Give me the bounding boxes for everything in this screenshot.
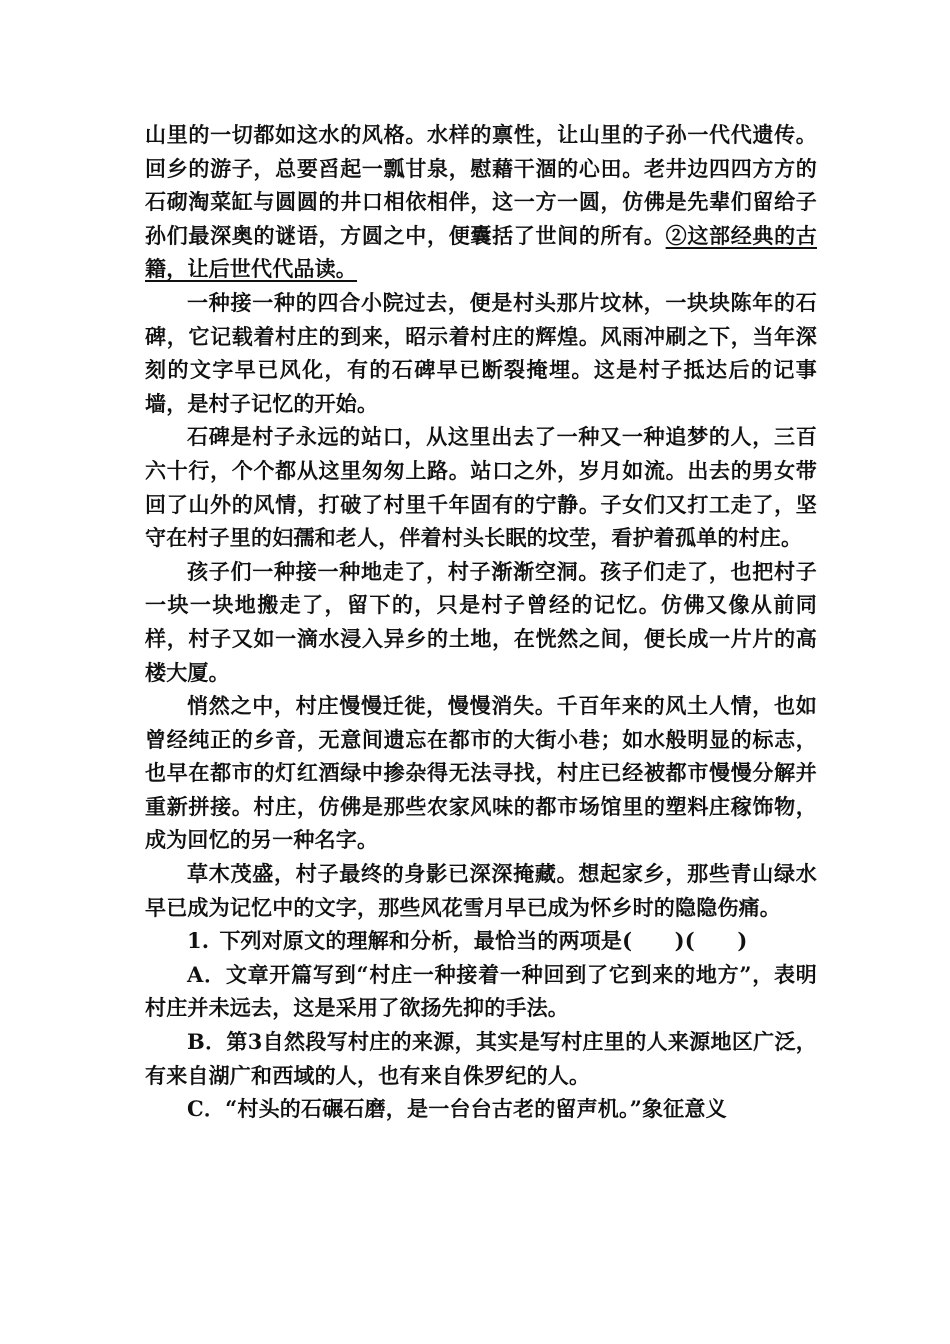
- passage-paragraph-intro: [145, 118, 817, 286]
- option-text: 文章开篇写到“村庄一种接着一种回到了它到来的地方”，表明村庄并未远去，这是采用了欲扬先抑的手法。: [145, 961, 817, 1021]
- question-stem: [145, 924, 817, 958]
- option-text: “村头的石碾石磨，是一台台古老的留声机。”象征意义: [225, 1096, 727, 1122]
- underlined-sentence: ②这部经典的古籍，让后世代代品读。: [145, 222, 817, 282]
- question-number: 1.: [187, 928, 210, 954]
- question-text: 下列对原文的理解和分析，最恰当的两项是( )( ): [219, 928, 748, 954]
- document-body: [145, 118, 817, 1126]
- passage-text: 山里的一切都如这水的风格。水样的禀性，让山里的子孙一代代遗传。回乡的游子，总要舀起一瓢甘泉，慰藉干涸的心田。老井边四四方方的石砌淘菜缸与圆圆的井口相依相伴，这一方一圆，仿佛是先辈们留给子孙们最深奥的谜语，方圆之中，便囊括了世间的所有。: [145, 122, 817, 248]
- option-label: A．: [187, 961, 226, 987]
- option-label: C．: [187, 1096, 226, 1122]
- option-a: [145, 958, 817, 1025]
- passage-paragraph-4: 孩子们一种接一种地走了，村子渐渐空洞。孩子们走了，也把村子一块一块地搬走了，留下的，只是村子曾经的记忆。仿佛又像从前同样，村子又如一滴水浸入异乡的土地，在恍然之间，便长成一片片的高楼大厦。: [145, 558, 817, 685]
- passage-paragraph-6: 草木茂盛，村子最终的身影已深深掩藏。想起家乡，那些青山绿水早已成为记忆中的文字，那些风花雪月早已成为怀乡时的隐隐伤痛。: [145, 861, 817, 920]
- option-b: [145, 1025, 817, 1092]
- passage-paragraph-5: 悄然之中，村庄慢慢迁徙，慢慢消失。千百年来的风土人情，也如曾经纯正的乡音，无意间遗忘在都市的大街小巷；如水般明显的标志，也早在都市的灯红酒绿中掺杂得无法寻找，村庄已经被都市慢慢分解并重新拼接。村庄，仿佛是那些农家风味的都市场馆里的塑料庄稼饰物，成为回忆的另一种名字。: [145, 693, 817, 853]
- option-c: [145, 1092, 817, 1126]
- option-label: B．: [187, 1029, 227, 1055]
- passage-paragraph-3: 石碑是村子永远的站口，从这里出去了一种又一种追梦的人，三百六十行，个个都从这里匆匆上路。站口之外，岁月如流。出去的男女带回了山外的风情，打破了村里千年固有的宁静。子女们又打工走了，坚守在村子里的妇孺和老人，伴着村头长眠的坟茔，看护着孤单的村庄。: [145, 424, 817, 551]
- option-text: 第3自然段写村庄的来源，其实是写村庄里的人来源地区广泛，有来自湖广和西域的人，也有来自侏罗纪的人。: [145, 1029, 817, 1088]
- passage-paragraph-2: 一种接一种的四合小院过去，便是村头那片坟林，一块块陈年的石碑，它记载着村庄的到来，昭示着村庄的辉煌。风雨冲刷之下，当年深刻的文字早已风化，有的石碑早已断裂掩埋。这是村子抵达后的记事墙，是村子记忆的开始。: [145, 289, 817, 416]
